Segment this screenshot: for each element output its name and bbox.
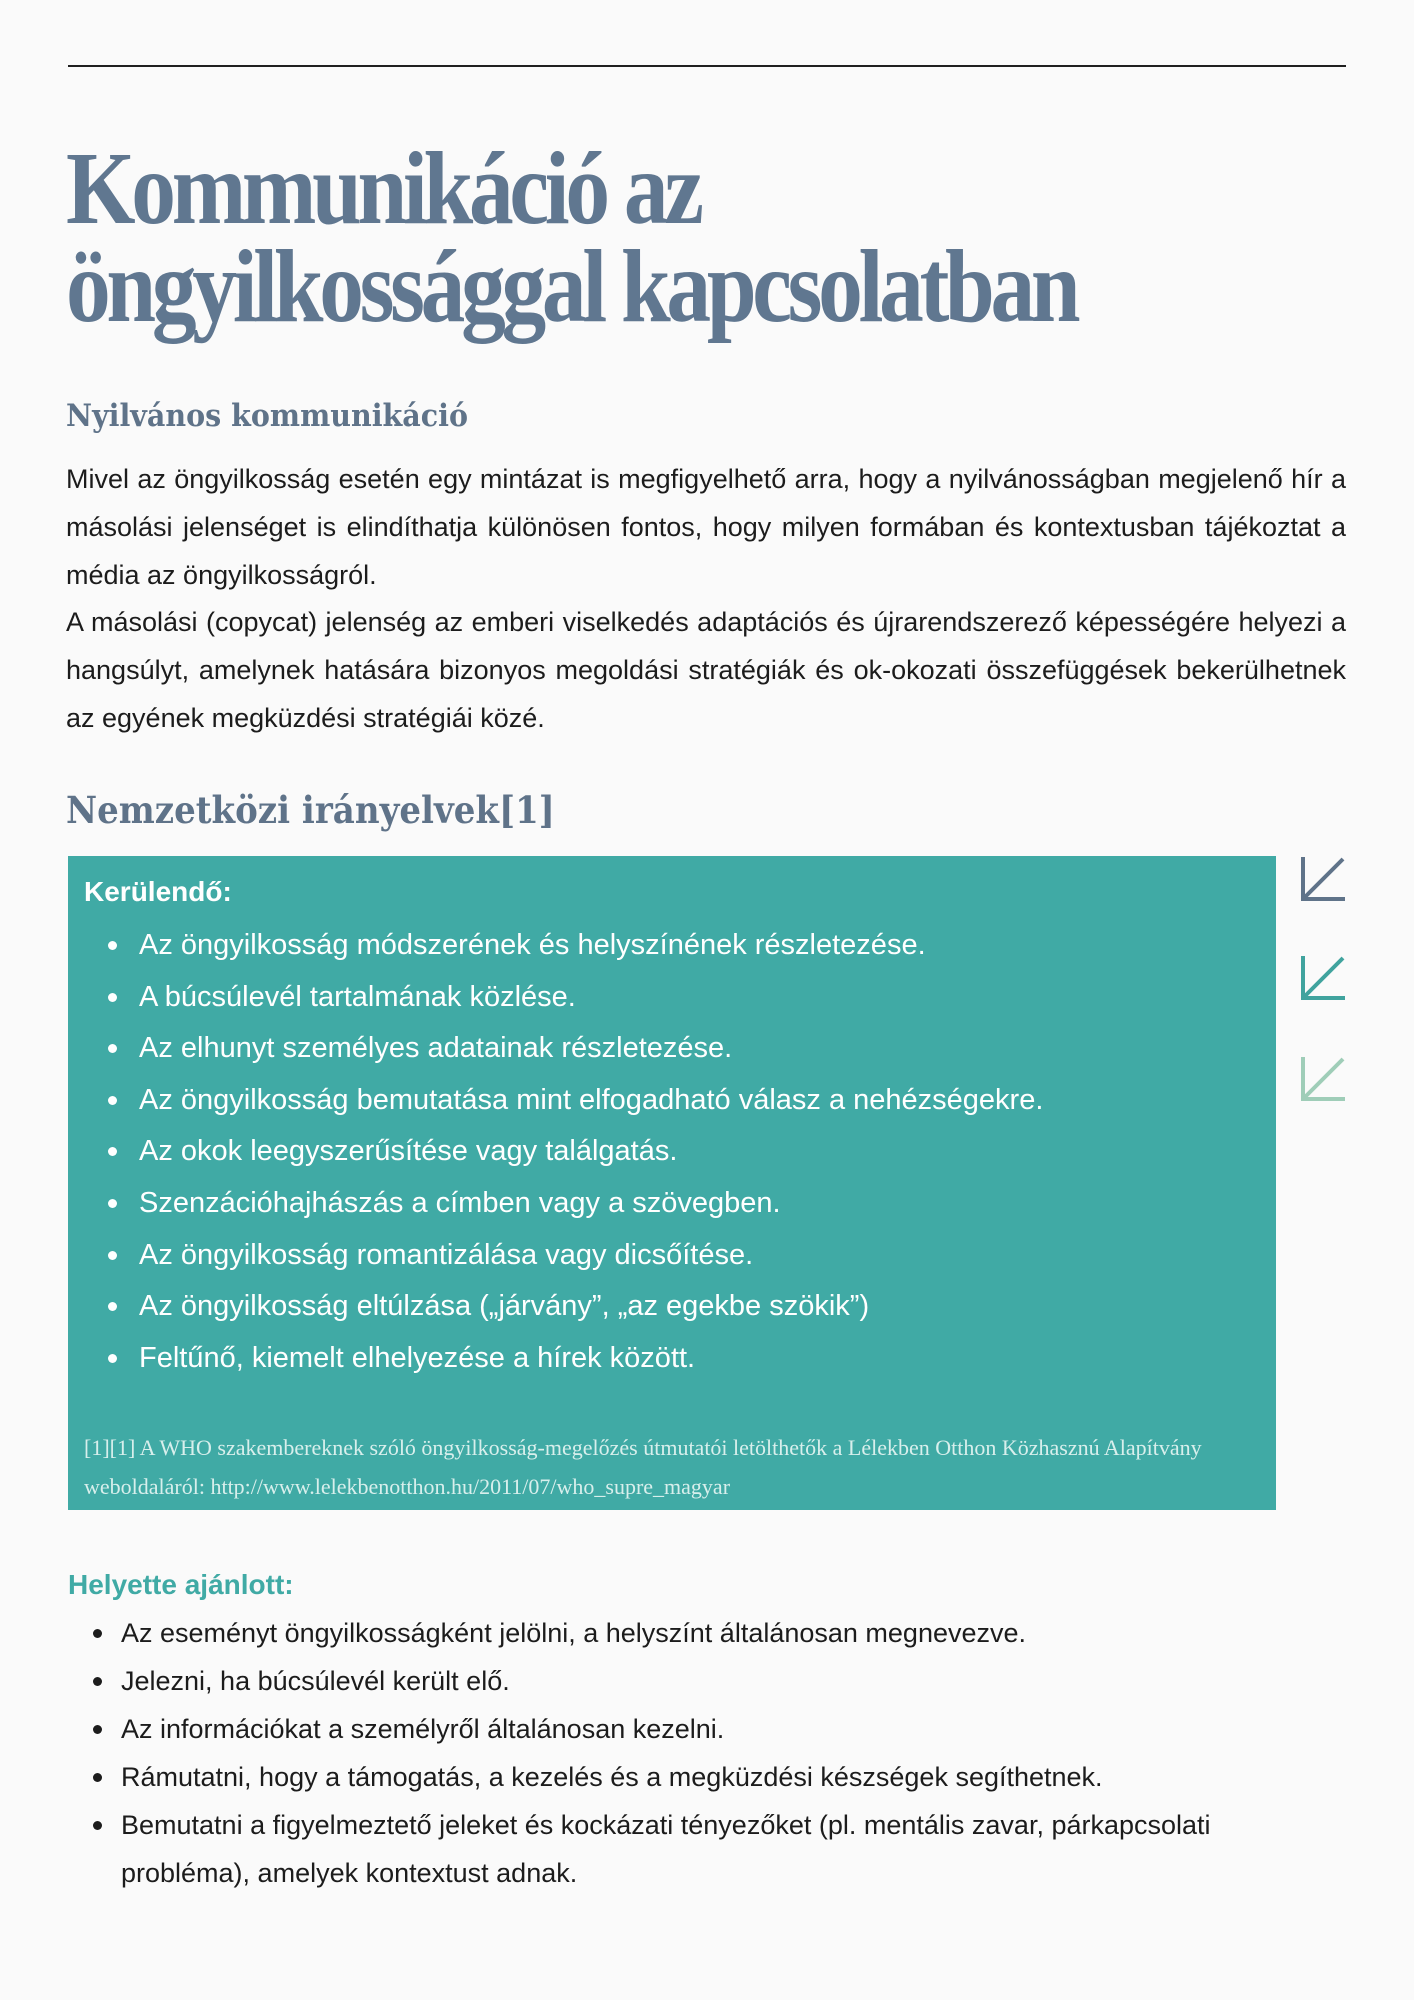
bullet-icon [93,1725,102,1734]
bullet-icon [93,1629,102,1638]
list-item [68,1705,1328,1753]
bullet-icon [108,1044,117,1053]
bullet-icon [108,1302,117,1311]
bullet-icon [108,1147,117,1156]
list-item-text: Az öngyilkosság bemutatása mint elfogadható válasz a nehézségekre. [139,1083,1044,1116]
list-item [68,1231,1043,1283]
bullet-icon [108,1354,117,1363]
section-heading-public: Nyilvános kommunikáció [66,398,469,434]
bullet-icon [108,941,117,950]
list-item [68,1179,1043,1231]
bullet-icon [108,1096,117,1105]
list-item [68,1753,1328,1801]
paragraph-public-2: A másolási (copycat) jelenség az emberi viselkedés adaptációs és újrarendszerező képességére helyezi a hangsúlyt, amelynek hatására bizonyos megoldási stratégiák és ok-okozati összefüggések bekerülhetnek az egyének megküzdési stratégiái közé. [66,607,1346,733]
avoid-box [68,856,1276,1510]
list-item-text: Rámutatni, hogy a támogatás, a kezelés és a megküzdési készségek segíthetnek. [121,1762,1103,1792]
list-item-text: Az információkat a személyről általánosan kezelni. [121,1714,725,1744]
arrow-down-left-icon [1300,955,1346,1001]
top-divider [68,65,1346,67]
page-title-line-1: Kommunikáció az [66,131,700,246]
list-item-text: Az öngyilkosság romantizálása vagy dicsőítése. [139,1238,754,1271]
list-item-text: Szenzációhajhászás a címben vagy a szövegben. [139,1186,781,1219]
recommended-list [68,1609,1328,1897]
list-item-text: A búcsúlevél tartalmának közlése. [139,980,576,1013]
avoid-heading: Kerülendő: [84,876,232,907]
avoid-list [68,921,1043,1385]
list-item-text: Bemutatni a figyelmeztető jeleket és kockázati tényezőket (pl. mentális zavar, párkapcsolati probléma), amelyek kontextust adnak. [121,1810,1211,1888]
bullet-icon [93,1677,102,1686]
bullet-icon [93,1821,102,1830]
list-item [68,1282,1043,1334]
list-item [68,1609,1328,1657]
list-item-text: Az okok leegyszerűsítése vagy találgatás. [139,1135,678,1168]
arrow-down-left-icon [1300,1056,1346,1102]
arrow-down-left-icon [1300,856,1346,902]
list-item [68,921,1043,973]
list-item-text: Az eseményt öngyilkosságként jelölni, a helyszínt általánosan megnevezve. [121,1618,1027,1648]
bullet-icon [108,1199,117,1208]
list-item [68,1024,1043,1076]
list-item-text: Az elhunyt személyes adatainak részletezése. [139,1032,733,1065]
list-item [68,1076,1043,1128]
bullet-icon [93,1773,102,1782]
list-item-text: Feltűnő, kiemelt elhelyezése a hírek között. [139,1341,696,1374]
list-item [68,973,1043,1025]
list-item [68,1127,1043,1179]
section-heading-guidelines: Nemzetközi irányelvek[1] [66,788,555,832]
page-title [66,131,1077,344]
paragraph-public-1: Mivel az öngyilkosság esetén egy mintázat is megfigyelhető arra, hogy a nyilvánosságban megjelenő hír a másolási jelenséget is elindíthatja különösen fontos, hogy milyen formában és kontextusban tájékoztat a média az öngyilkosságról. [66,464,1346,590]
list-item [68,1801,1328,1897]
list-item-text: Az öngyilkosság eltúlzása („járvány”, „az egekbe szökik”) [139,1290,870,1323]
page-title-line-2: öngyilkossággal kapcsolatban [66,229,1077,344]
recommended-heading: Helyette ajánlott: [68,1569,294,1600]
bullet-icon [108,993,117,1002]
list-item [68,1657,1328,1705]
bullet-icon [108,1251,117,1260]
list-item-text: Az öngyilkosság módszerének és helyszínének részletezése. [139,929,926,961]
list-item-text: Jelezni, ha búcsúlevél került elő. [121,1666,510,1696]
list-item [68,1334,1043,1386]
footnote: [1][1] A WHO szakembereknek szóló öngyilkosság-megelőzés útmutatói letölthetők a Lélekben Otthon Közhasznú Alapítvány weboldaláról: http://www.lelekbenotthon.hu/2011/07/who_supre_magyar [84,1435,1202,1499]
